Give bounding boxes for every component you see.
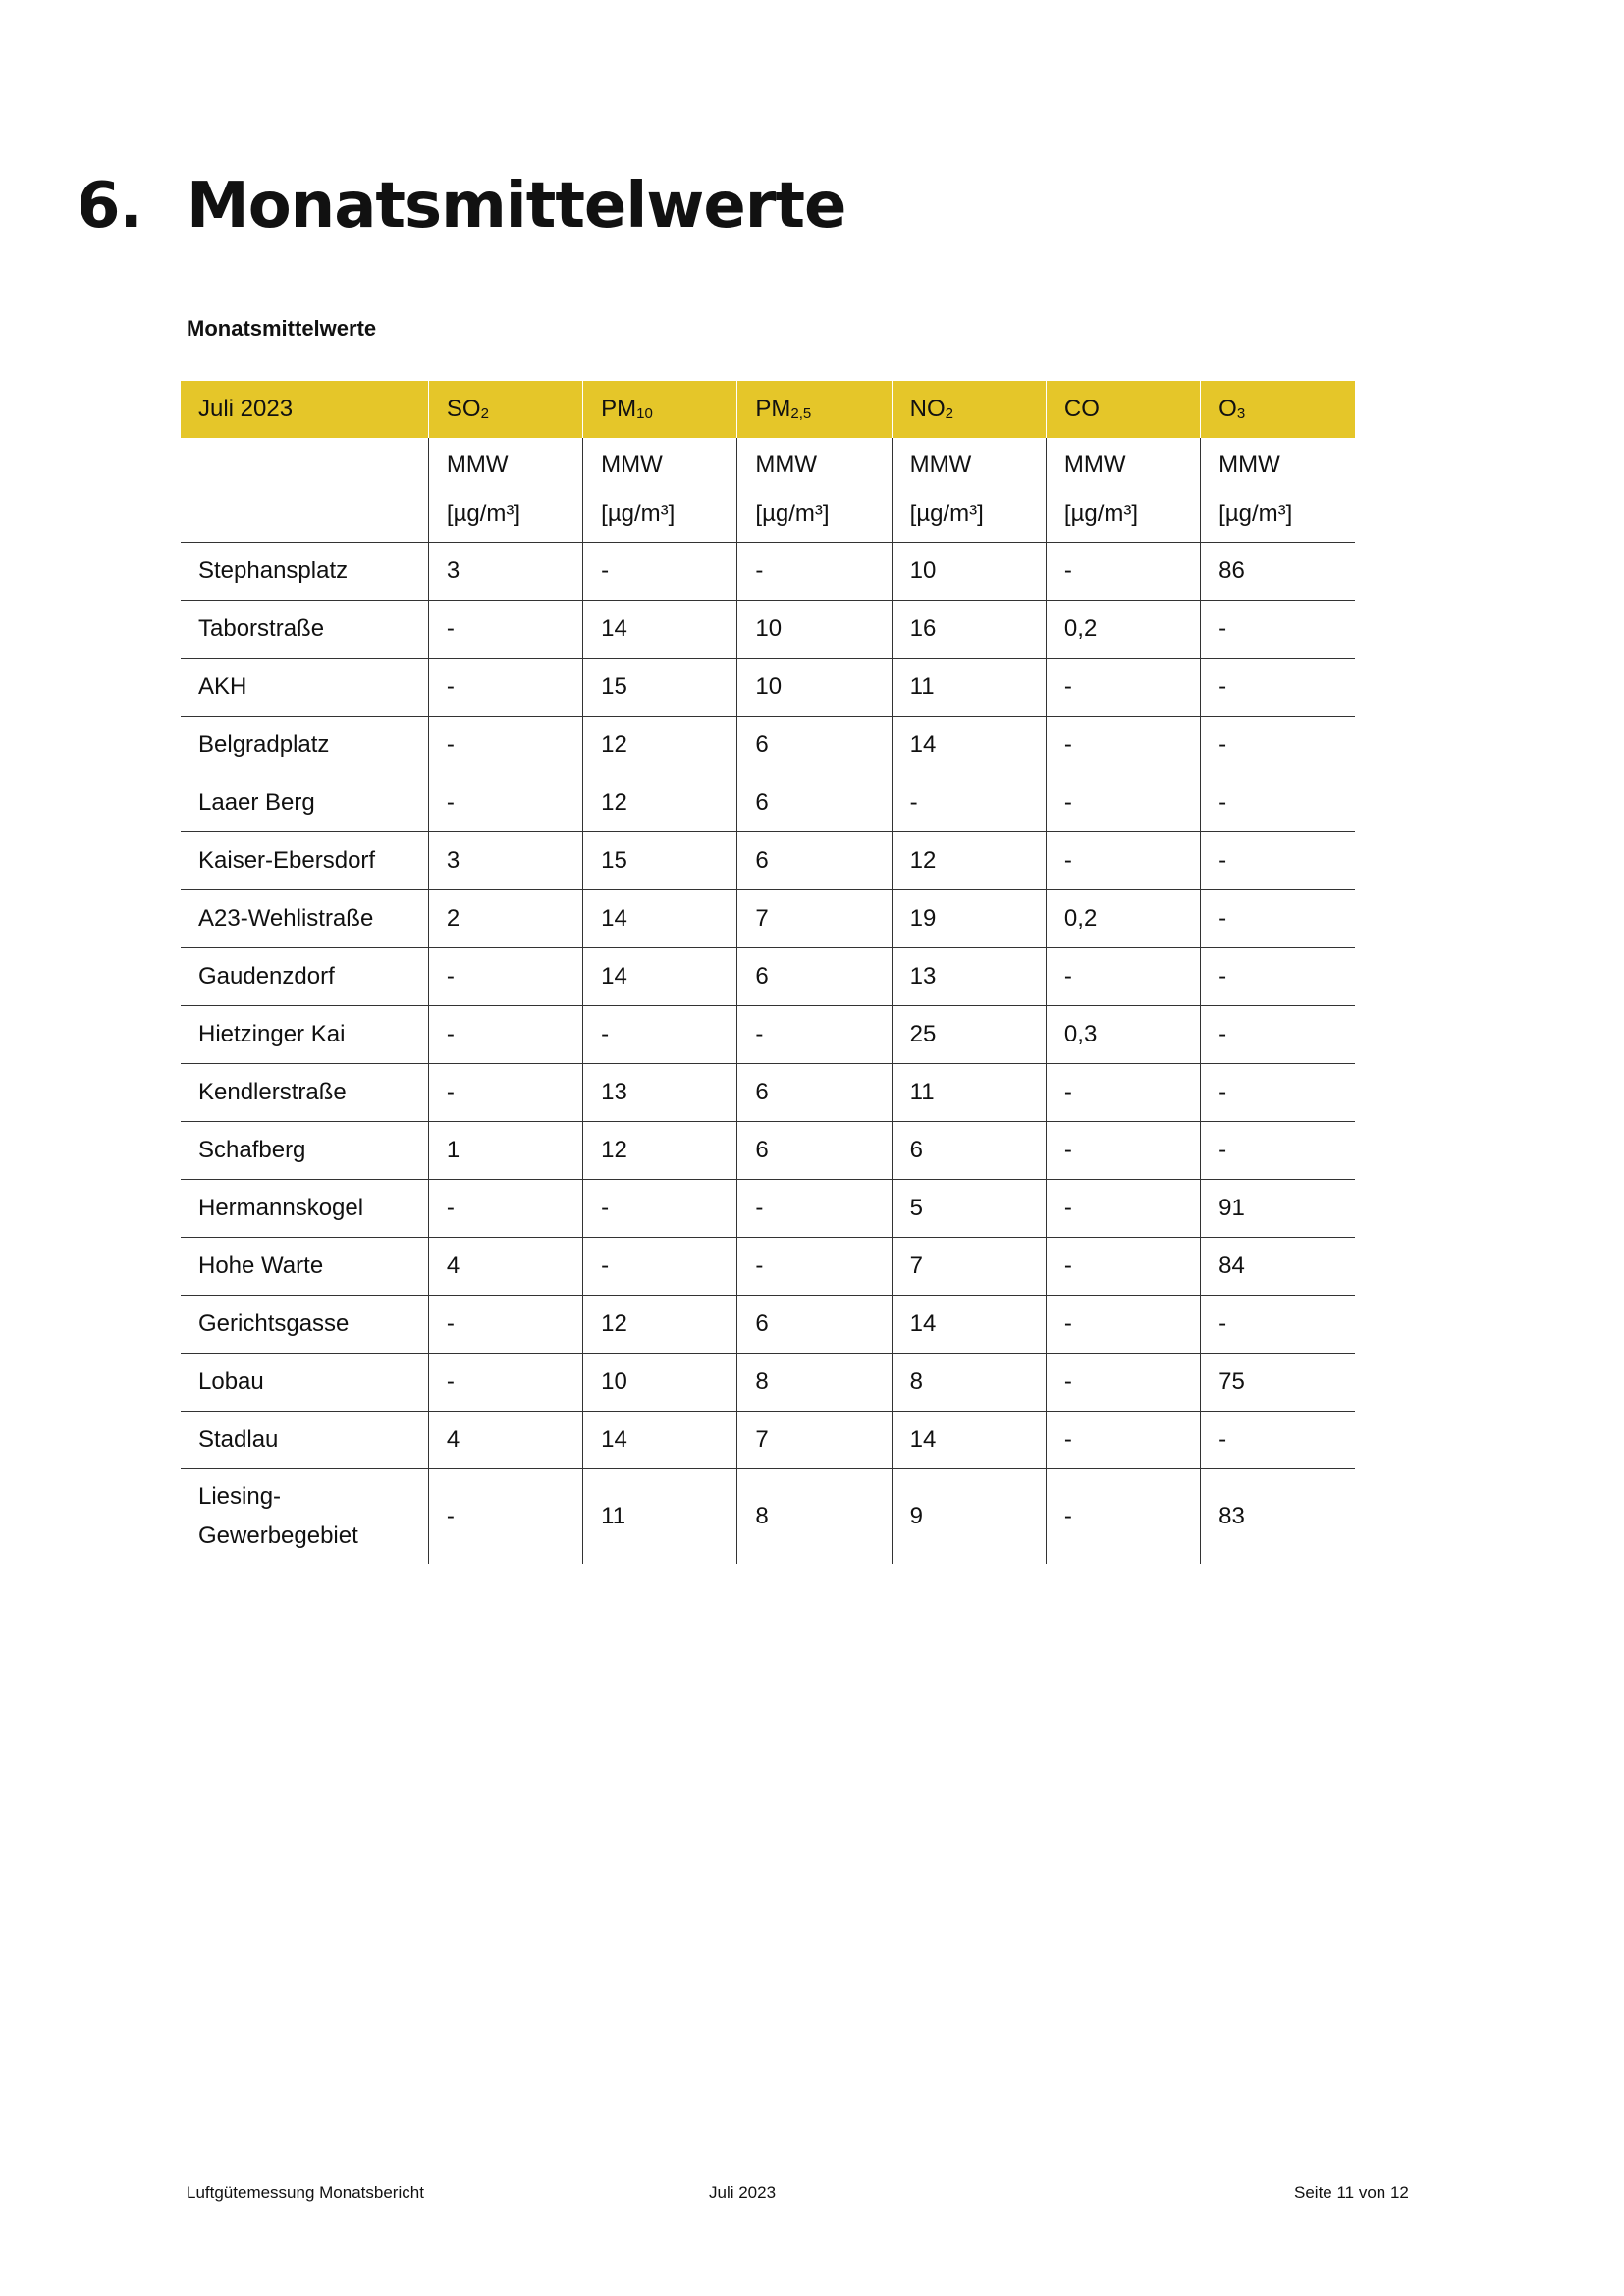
footer-report-title: Luftgütemessung Monatsbericht (187, 2183, 424, 2202)
measurement-cell: 14 (892, 1296, 1046, 1354)
unit-label: MMW (909, 452, 972, 478)
measurement-cell: 3 (428, 832, 582, 890)
measurement-cell: - (583, 1006, 737, 1064)
unit-label: MMW (755, 452, 818, 478)
unit-row (181, 438, 1355, 543)
column-header-pm25 (737, 381, 892, 438)
measurement-cell: 6 (737, 948, 892, 1006)
column-header-o3 (1201, 381, 1355, 438)
measurement-cell: - (428, 1354, 582, 1412)
measurement-cell: - (1046, 1354, 1200, 1412)
measurement-cell: 0,2 (1046, 890, 1200, 948)
measurement-cell: 7 (737, 890, 892, 948)
measurement-cell: - (1046, 1238, 1200, 1296)
table-row (181, 1469, 1355, 1565)
measurement-cell: - (1201, 1006, 1355, 1064)
table-row (181, 832, 1355, 890)
measurement-cell: - (428, 774, 582, 832)
measurement-cell: 14 (892, 1412, 1046, 1469)
measurement-cell: 91 (1201, 1180, 1355, 1238)
measurement-cell: 19 (892, 890, 1046, 948)
measurement-cell: - (1201, 1064, 1355, 1122)
measurement-cell: - (737, 1180, 892, 1238)
measurement-cell: 83 (1201, 1469, 1355, 1565)
measurement-cell: 2 (428, 890, 582, 948)
measurement-cell: - (1046, 717, 1200, 774)
header-row (181, 381, 1355, 438)
measurement-cell: 6 (737, 774, 892, 832)
measurement-cell: 12 (892, 832, 1046, 890)
unit-cell (737, 438, 892, 543)
measurement-cell: 6 (737, 832, 892, 890)
measurement-cell: 14 (583, 1412, 737, 1469)
period-header: Juli 2023 (181, 381, 428, 438)
unit-cell (1046, 438, 1200, 543)
measurement-cell: 12 (583, 1296, 737, 1354)
unit-value: [µg/m³] (601, 501, 676, 527)
station-name: AKH (181, 659, 428, 717)
station-name: Lobau (181, 1354, 428, 1412)
table-row (181, 1238, 1355, 1296)
measurement-cell: - (583, 1238, 737, 1296)
table-row (181, 948, 1355, 1006)
measurement-cell: 10 (583, 1354, 737, 1412)
footer-period: Juli 2023 (709, 2183, 777, 2202)
measurement-cell: - (1201, 1296, 1355, 1354)
table-row (181, 1006, 1355, 1064)
station-name: A23-Wehlistraße (181, 890, 428, 948)
measurement-cell: - (737, 1238, 892, 1296)
measurement-cell: 25 (892, 1006, 1046, 1064)
measurement-cell: - (737, 1006, 892, 1064)
chapter-heading (77, 170, 846, 242)
station-name: Laaer Berg (181, 774, 428, 832)
table-row (181, 659, 1355, 717)
unit-cell (583, 438, 737, 543)
measurement-cell: - (428, 948, 582, 1006)
measurement-cell: - (1046, 1412, 1200, 1469)
table-row (181, 1412, 1355, 1469)
measurement-cell: 16 (892, 601, 1046, 659)
column-header-no2 (892, 381, 1046, 438)
pollutant-name: NO (909, 396, 946, 422)
station-name: Kaiser-Ebersdorf (181, 832, 428, 890)
pollutant-subscript: 2 (945, 405, 954, 422)
table-row (181, 1180, 1355, 1238)
measurement-cell: 84 (1201, 1238, 1355, 1296)
measurement-cell: 14 (892, 717, 1046, 774)
table-row (181, 774, 1355, 832)
chapter-title: Monatsmittelwerte (187, 170, 846, 242)
column-header-pm10 (583, 381, 737, 438)
measurement-cell: - (737, 543, 892, 601)
measurement-cell: 12 (583, 717, 737, 774)
station-name: Stadlau (181, 1412, 428, 1469)
station-name: Kendlerstraße (181, 1064, 428, 1122)
measurement-cell: 12 (583, 774, 737, 832)
measurement-cell: 4 (428, 1238, 582, 1296)
measurement-cell: 86 (1201, 543, 1355, 601)
measurement-cell: - (1046, 1469, 1200, 1565)
measurement-cell: - (1201, 774, 1355, 832)
unit-cell (892, 438, 1046, 543)
table-row (181, 543, 1355, 601)
measurement-cell: - (1201, 717, 1355, 774)
measurement-cell: 14 (583, 890, 737, 948)
measurement-cell: 0,3 (1046, 1006, 1200, 1064)
measurement-cell: - (1046, 1122, 1200, 1180)
measurement-cell: 3 (428, 543, 582, 601)
measurement-cell: - (1046, 832, 1200, 890)
measurement-cell: 6 (737, 717, 892, 774)
measurement-cell: 6 (892, 1122, 1046, 1180)
table-caption: Monatsmittelwerte (187, 316, 377, 341)
measurement-cell: 8 (737, 1354, 892, 1412)
measurement-cell: - (1046, 1064, 1200, 1122)
measurement-cell: 8 (737, 1469, 892, 1565)
measurement-cell: - (1046, 1180, 1200, 1238)
station-name: Hermannskogel (181, 1180, 428, 1238)
column-header-co (1046, 381, 1200, 438)
measurement-cell: 15 (583, 659, 737, 717)
pollutant-subscript: 2,5 (790, 405, 812, 422)
measurement-cell: - (428, 717, 582, 774)
unit-label: MMW (446, 452, 509, 478)
unit-cell-empty (181, 438, 428, 543)
unit-value: [µg/m³] (755, 501, 830, 527)
measurement-cell: 75 (1201, 1354, 1355, 1412)
measurement-cell: - (428, 601, 582, 659)
footer-page-number: Seite 11 von 12 (1294, 2183, 1409, 2202)
table-row (181, 1064, 1355, 1122)
measurement-cell: 15 (583, 832, 737, 890)
measurement-cell: - (583, 543, 737, 601)
measurement-cell: 7 (892, 1238, 1046, 1296)
unit-cell (428, 438, 582, 543)
measurement-cell: 7 (737, 1412, 892, 1469)
measurement-cell: 12 (583, 1122, 737, 1180)
station-name: Gerichtsgasse (181, 1296, 428, 1354)
station-name: Belgradplatz (181, 717, 428, 774)
measurement-cell: 10 (737, 659, 892, 717)
measurement-cell: 11 (892, 1064, 1046, 1122)
measurement-cell: 11 (583, 1469, 737, 1565)
measurement-cell: - (428, 1006, 582, 1064)
measurement-cell: 10 (737, 601, 892, 659)
measurement-cell: - (428, 1469, 582, 1565)
measurement-cell: - (892, 774, 1046, 832)
table-row (181, 717, 1355, 774)
table-row (181, 890, 1355, 948)
table-row (181, 1296, 1355, 1354)
measurement-cell: - (428, 1180, 582, 1238)
pollutant-name: CO (1063, 396, 1100, 422)
chapter-number: 6. (77, 170, 142, 242)
measurement-cell: 13 (583, 1064, 737, 1122)
measurement-cell: - (428, 1296, 582, 1354)
station-name: Taborstraße (181, 601, 428, 659)
column-header-so2 (428, 381, 582, 438)
pollutant-name: O (1218, 396, 1237, 422)
table-row (181, 1122, 1355, 1180)
station-name: Hietzinger Kai (181, 1006, 428, 1064)
measurement-cell: 14 (583, 948, 737, 1006)
measurement-cell: 8 (892, 1354, 1046, 1412)
measurement-cell: - (428, 1064, 582, 1122)
measurement-cell: 14 (583, 601, 737, 659)
measurement-cell: - (1201, 1122, 1355, 1180)
unit-value: [µg/m³] (1218, 501, 1293, 527)
measurement-cell: 10 (892, 543, 1046, 601)
unit-label: MMW (1063, 452, 1126, 478)
measurement-cell: - (1046, 659, 1200, 717)
measurement-cell: 9 (892, 1469, 1046, 1565)
measurement-cell: 0,2 (1046, 601, 1200, 659)
pollutant-name: PM (601, 396, 637, 422)
pollutant-subscript: 3 (1236, 405, 1246, 422)
measurement-cell: - (1046, 1296, 1200, 1354)
measurement-cell: - (1201, 832, 1355, 890)
table-row (181, 601, 1355, 659)
measurement-cell: 5 (892, 1180, 1046, 1238)
station-name: Hohe Warte (181, 1238, 428, 1296)
measurement-cell: - (428, 659, 582, 717)
measurement-cell: - (1046, 774, 1200, 832)
station-name: Stephansplatz (181, 543, 428, 601)
pollutant-name: SO (446, 396, 481, 422)
station-name: Liesing- Gewerbegebiet (198, 1483, 358, 1549)
measurement-cell: - (1201, 659, 1355, 717)
measurement-cell: 1 (428, 1122, 582, 1180)
measurement-cell: 11 (892, 659, 1046, 717)
unit-label: MMW (601, 452, 663, 478)
station-name: Gaudenzdorf (181, 948, 428, 1006)
measurement-cell: - (1201, 1412, 1355, 1469)
table-row (181, 1354, 1355, 1412)
monthly-averages-table (181, 381, 1355, 1564)
unit-cell (1201, 438, 1355, 543)
pollutant-name: PM (755, 396, 791, 422)
measurement-cell: - (1201, 890, 1355, 948)
measurement-cell: - (1201, 948, 1355, 1006)
measurement-cell: 13 (892, 948, 1046, 1006)
station-name: Schafberg (181, 1122, 428, 1180)
measurement-cell: 6 (737, 1122, 892, 1180)
unit-label: MMW (1218, 452, 1280, 478)
measurement-cell: - (1046, 948, 1200, 1006)
measurement-cell: 4 (428, 1412, 582, 1469)
unit-value: [µg/m³] (1063, 501, 1139, 527)
unit-value: [µg/m³] (909, 501, 984, 527)
measurement-cell: - (1201, 601, 1355, 659)
pollutant-subscript: 2 (480, 405, 489, 422)
measurement-cell: 6 (737, 1064, 892, 1122)
unit-value: [µg/m³] (446, 501, 521, 527)
pollutant-subscript: 10 (636, 405, 653, 422)
measurement-cell: - (1046, 543, 1200, 601)
measurement-cell: 6 (737, 1296, 892, 1354)
measurement-cell: - (583, 1180, 737, 1238)
